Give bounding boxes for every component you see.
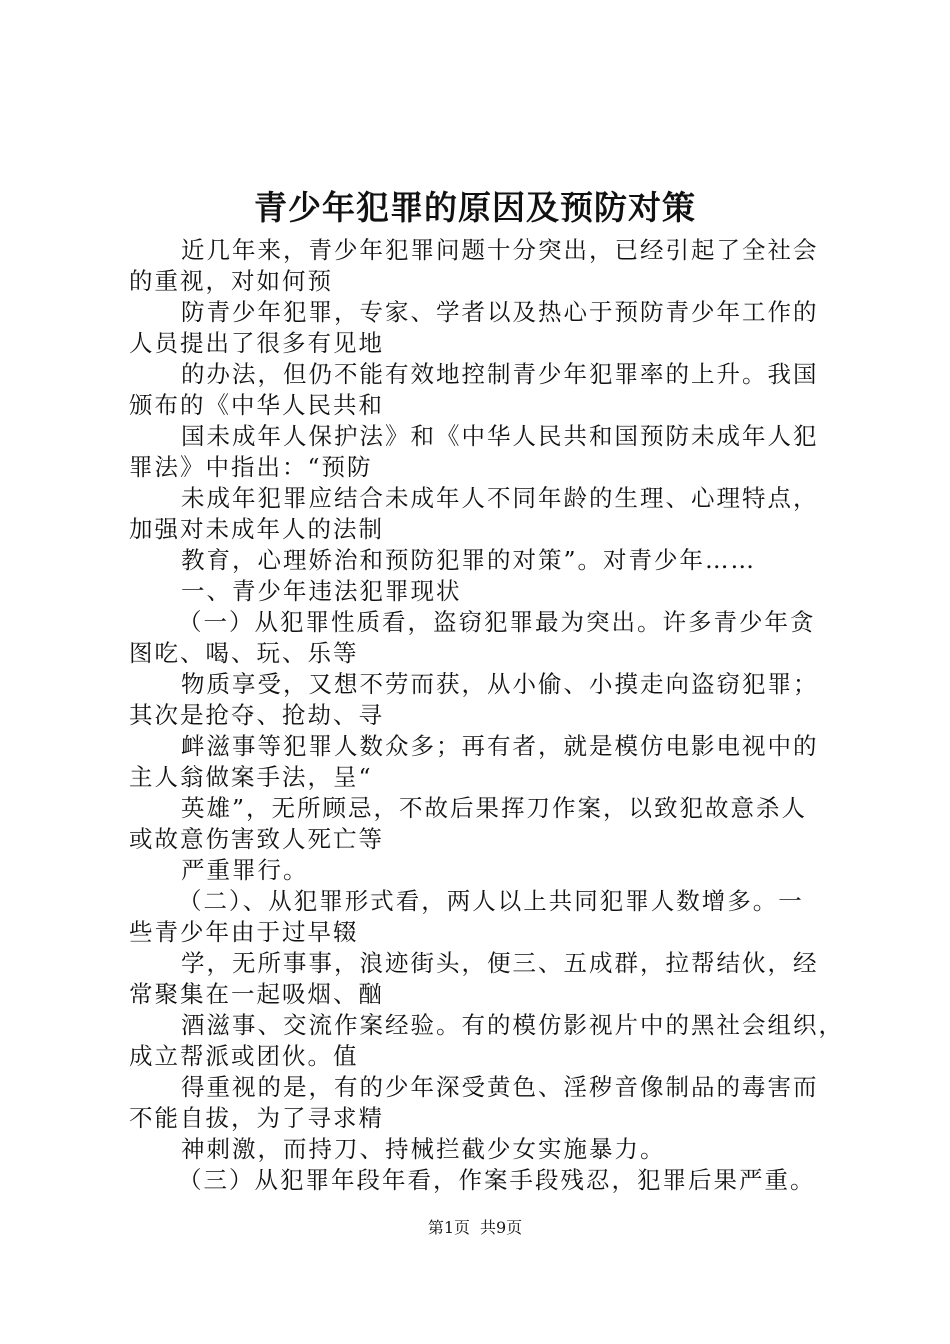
document-title: 青少年犯罪的原因及预防对策 <box>254 188 696 227</box>
document-body <box>129 235 844 1196</box>
body-line: 的重视，对如何预 <box>129 267 333 295</box>
body-line: （三）从犯罪年段年看，作案手段残忍，犯罪后果严重。 <box>178 1166 816 1194</box>
body-line: 物质享受，又想不劳而获，从小偷、小摸走向盗窃犯罪； <box>181 670 819 698</box>
page-total: 共9页 <box>480 1218 523 1237</box>
body-line: 加强对未成年人的法制 <box>129 515 384 543</box>
body-line: 英雄”，无所顾忌，不故后果挥刀作案，以致犯故意杀人 <box>181 794 808 822</box>
body-line: （二）、从犯罪形式看，两人以上共同犯罪人数增多。一 <box>178 887 804 915</box>
body-line: 神刺激，而持刀、持械拦截少女实施暴力。 <box>181 1135 666 1163</box>
body-line: 得重视的是，有的少年深受黄色、淫秽音像制品的毒害而 <box>181 1073 819 1101</box>
body-line: 严重罪行。 <box>181 856 309 884</box>
body-line: 主人翁做案手法，呈“ <box>129 763 373 791</box>
body-line: 一、青少年违法犯罪现状 <box>181 577 462 605</box>
body-line: 学，无所事事，浪迹街头，便三、五成群，拉帮结伙，经 <box>181 949 819 977</box>
body-line: 近几年来，青少年犯罪问题十分突出，已经引起了全社会 <box>181 236 819 264</box>
body-line: 教育，心理娇治和预防犯罪的对策”。对青少年…… <box>181 546 757 574</box>
body-line: 未成年犯罪应结合未成年人不同年龄的生理、心理特点， <box>181 484 819 512</box>
body-line: 酒滋事、交流作案经验。有的模仿影视片中的黑社会组织， <box>181 1011 844 1039</box>
page-number: 第1页 <box>427 1218 470 1237</box>
body-line: 不能自拔，为了寻求精 <box>129 1104 384 1132</box>
body-line: 罪法》中指出：“预防 <box>129 453 373 481</box>
body-line: 人员提出了很多有见地 <box>129 329 384 357</box>
body-line: 些青少年由于过早辍 <box>129 918 359 946</box>
body-line: 防青少年犯罪，专家、学者以及热心于预防青少年工作的 <box>181 298 819 326</box>
body-line: 成立帮派或团伙。值 <box>129 1042 359 1070</box>
body-line: 图吃、喝、玩、乐等 <box>129 639 359 667</box>
body-line: 衅滋事等犯罪人数众多；再有者，就是模仿电影电视中的 <box>181 732 819 760</box>
page-footer <box>0 1217 950 1239</box>
body-line: 其次是抢夺、抢劫、寻 <box>129 701 384 729</box>
body-line: 或故意伤害致人死亡等 <box>129 825 384 853</box>
body-line: 颁布的《中华人民共和 <box>129 391 384 419</box>
body-line: 的办法，但仍不能有效地控制青少年犯罪率的上升。我国 <box>181 360 819 388</box>
body-line: 国未成年人保护法》和《中华人民共和国预防未成年人犯 <box>181 422 819 450</box>
body-line: （一）从犯罪性质看，盗窃犯罪最为突出。许多青少年贪 <box>178 608 816 636</box>
body-line: 常聚集在一起吸烟、酗 <box>129 980 384 1008</box>
